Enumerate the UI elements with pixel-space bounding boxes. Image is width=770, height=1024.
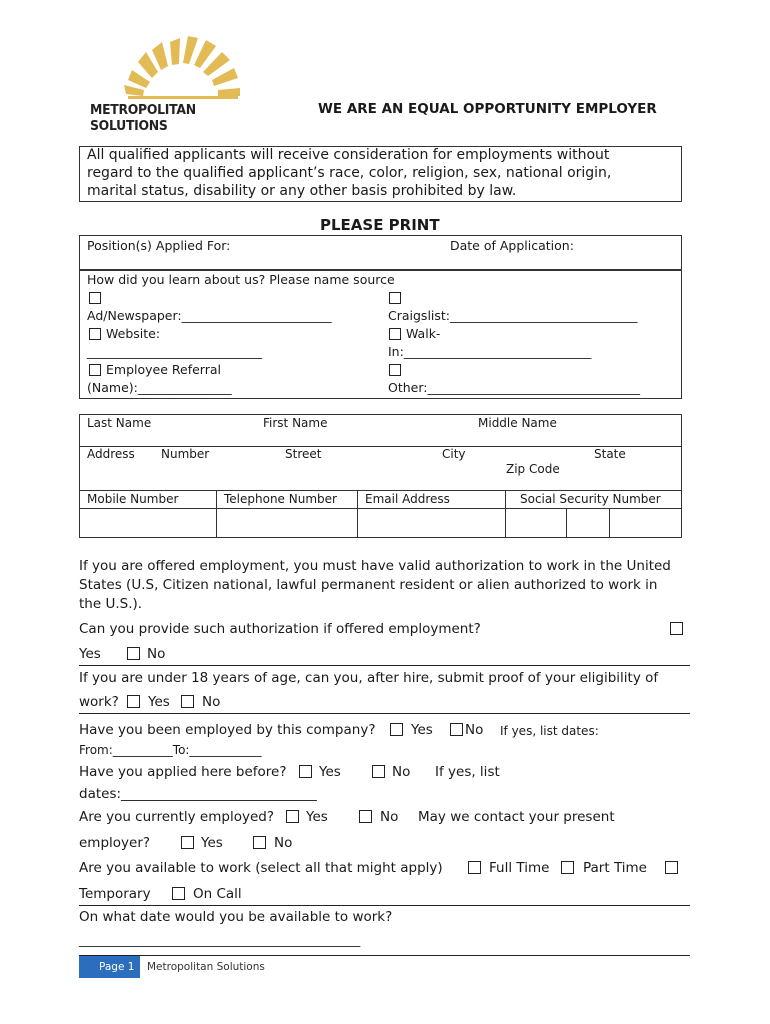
currently-employed-question: Are you currently employed? bbox=[79, 809, 274, 825]
email-address-label: Email Address bbox=[365, 492, 450, 506]
street-label: Street bbox=[285, 447, 322, 461]
employed-before-question: Have you been employed by this company? bbox=[79, 722, 376, 738]
authorization-text: If you are offered employment, you must have valid authorization to work in the United bbox=[79, 558, 671, 574]
under18-question: If you are under 18 years of age, can you, after hire, submit proof of your eligibility of bbox=[79, 670, 659, 686]
under18-no-checkbox[interactable] bbox=[181, 695, 194, 708]
telephone-number-label: Telephone Number bbox=[224, 492, 337, 506]
ad-newspaper-label: Ad/Newspaper:________________________ bbox=[87, 308, 332, 323]
section-rule bbox=[79, 713, 690, 714]
contact-employer-yes-checkbox[interactable] bbox=[181, 836, 194, 849]
employee-referral-label: Employee Referral bbox=[106, 362, 221, 377]
company-logo bbox=[88, 30, 288, 134]
employer-label: employer? bbox=[79, 835, 151, 851]
currently-employed-no-label: No bbox=[380, 809, 399, 825]
mobile-number-label: Mobile Number bbox=[87, 492, 179, 506]
craigslist-checkbox[interactable] bbox=[389, 292, 401, 304]
authorization-text: the U.S.). bbox=[79, 596, 143, 612]
ssn-field[interactable] bbox=[506, 509, 681, 537]
list-dates-label: If yes, list dates: bbox=[500, 724, 599, 738]
may-contact-label: May we contact your present bbox=[418, 809, 615, 825]
applied-before-yes-label: Yes bbox=[319, 764, 341, 780]
temporary-checkbox[interactable] bbox=[665, 861, 678, 874]
mobile-number-field[interactable] bbox=[80, 509, 215, 537]
applied-before-no-label: No bbox=[392, 764, 411, 780]
authorization-checkbox[interactable] bbox=[670, 622, 683, 635]
employed-before-yes-label: Yes bbox=[411, 722, 433, 738]
on-call-checkbox[interactable] bbox=[172, 887, 185, 900]
telephone-number-field[interactable] bbox=[217, 509, 356, 537]
full-time-checkbox[interactable] bbox=[468, 861, 481, 874]
email-address-field[interactable] bbox=[358, 509, 504, 537]
referral-name-field: (Name):_______________ bbox=[87, 380, 232, 395]
under18-yes-checkbox[interactable] bbox=[127, 695, 140, 708]
footer-rule bbox=[79, 955, 690, 956]
contact-employer-no-checkbox[interactable] bbox=[253, 836, 266, 849]
first-name-label: First Name bbox=[263, 416, 328, 430]
currently-employed-yes-checkbox[interactable] bbox=[286, 810, 299, 823]
eeo-heading: WE ARE AN EQUAL OPPORTUNITY EMPLOYER bbox=[318, 101, 657, 117]
state-label: State bbox=[594, 447, 626, 461]
contact-employer-no-label: No bbox=[274, 835, 293, 851]
part-time-checkbox[interactable] bbox=[561, 861, 574, 874]
address-label: Address bbox=[87, 447, 135, 461]
page-number: Page 1 bbox=[99, 961, 135, 973]
sunburst-logo-icon bbox=[88, 30, 288, 105]
ad-newspaper-checkbox[interactable] bbox=[89, 292, 101, 304]
part-time-label: Part Time bbox=[583, 860, 647, 876]
authorization-question: Can you provide such authorization if offered employment? bbox=[79, 621, 481, 637]
last-name-label: Last Name bbox=[87, 416, 152, 430]
eeo-notice-line: All qualified applicants will receive consideration for employments without bbox=[87, 147, 610, 163]
ssn-label: Social Security Number bbox=[520, 492, 661, 506]
temporary-label: Temporary bbox=[79, 886, 151, 902]
authorization-no-label: No bbox=[147, 646, 166, 662]
employee-referral-checkbox[interactable] bbox=[89, 364, 101, 376]
applied-before-yes-checkbox[interactable] bbox=[299, 765, 312, 778]
page-number-badge bbox=[79, 956, 140, 978]
employed-before-no-label: No bbox=[465, 722, 484, 738]
start-date-field[interactable]: _____________________________________________ bbox=[79, 932, 361, 947]
middle-name-label: Middle Name bbox=[478, 416, 557, 430]
full-time-label: Full Time bbox=[489, 860, 550, 876]
company-name: METROPOLITAN SOLUTIONS bbox=[90, 102, 196, 134]
table-divider bbox=[79, 490, 682, 491]
under18-yes-label: Yes bbox=[148, 694, 170, 710]
eeo-notice-line: regard to the qualified applicant’s race, color, religion, sex, national origin, bbox=[87, 165, 612, 181]
walk-in-line: In:______________________________ bbox=[388, 344, 592, 359]
website-checkbox[interactable] bbox=[89, 328, 101, 340]
contact-employer-yes-label: Yes bbox=[201, 835, 223, 851]
position-label: Position(s) Applied For: bbox=[87, 238, 231, 253]
footer-company: Metropolitan Solutions bbox=[147, 961, 265, 973]
authorization-no-checkbox[interactable] bbox=[127, 647, 140, 660]
city-label: City bbox=[442, 447, 466, 461]
applied-before-if-yes: If yes, list bbox=[435, 764, 500, 780]
other-label: Other:__________________________________ bbox=[388, 380, 640, 395]
start-date-question: On what date would you be available to work? bbox=[79, 909, 393, 925]
applied-before-no-checkbox[interactable] bbox=[372, 765, 385, 778]
applied-before-question: Have you applied here before? bbox=[79, 764, 287, 780]
currently-employed-no-checkbox[interactable] bbox=[359, 810, 372, 823]
authorization-text: States (U.S, Citizen national, lawful permanent resident or alien authorized to work in bbox=[79, 577, 658, 593]
please-print-heading: PLEASE PRINT bbox=[320, 216, 440, 234]
source-question: How did you learn about us? Please name source bbox=[87, 272, 395, 287]
employed-before-no-checkbox[interactable] bbox=[450, 723, 463, 736]
zip-code-label: Zip Code bbox=[506, 462, 560, 476]
other-checkbox[interactable] bbox=[389, 364, 401, 376]
section-rule bbox=[79, 905, 690, 906]
craigslist-label: Craigslist:______________________________ bbox=[388, 308, 638, 323]
date-of-application-label: Date of Application: bbox=[450, 238, 574, 253]
number-label: Number bbox=[161, 447, 210, 461]
website-line: ____________________________ bbox=[87, 344, 262, 359]
currently-employed-yes-label: Yes bbox=[306, 809, 328, 825]
walk-in-checkbox[interactable] bbox=[389, 328, 401, 340]
applied-before-dates-field: dates:_____________________________ bbox=[79, 786, 317, 802]
employed-before-yes-checkbox[interactable] bbox=[390, 723, 403, 736]
website-label: Website: bbox=[106, 326, 161, 341]
section-rule bbox=[79, 665, 690, 666]
under18-no-label: No bbox=[202, 694, 221, 710]
eeo-notice-line: marital status, disability or any other basis prohibited by law. bbox=[87, 183, 517, 199]
under18-work-label: work? bbox=[79, 694, 119, 710]
authorization-yes-label: Yes bbox=[79, 646, 101, 662]
availability-question: Are you available to work (select all that might apply) bbox=[79, 860, 443, 876]
on-call-label: On Call bbox=[193, 886, 242, 902]
walk-label: Walk- bbox=[406, 326, 441, 341]
from-to-field: From:__________To:____________ bbox=[79, 743, 262, 757]
